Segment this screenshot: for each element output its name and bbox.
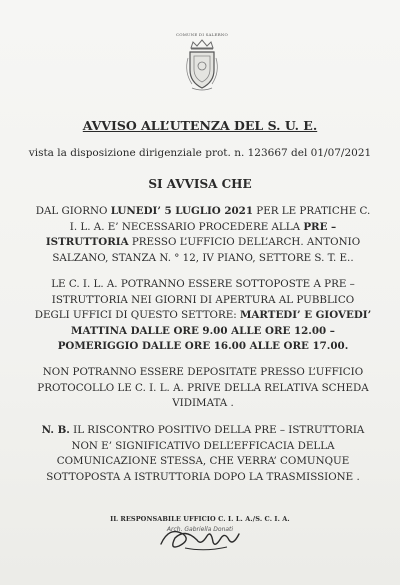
- handwritten-signature: [155, 520, 245, 554]
- paragraph-protocol: NON POTRANNO ESSERE DEPOSITATE PRESSO L’UFFICIO PROTOCOLLO LE C. I. L. A. PRIVE DELLA RELATIVA SCHEDA VIDIMATA .: [37, 366, 369, 409]
- emblem-caption: COMUNE DI SALERNO: [176, 32, 228, 37]
- paragraph-nota-bene: [34, 423, 372, 485]
- p1-text-1: DAL GIORNO: [35, 205, 111, 217]
- p1-date: LUNEDI’ 5 LUGLIO 2021: [110, 205, 254, 217]
- footer-responsible: IL RESPONSABILE UFFICIO C. I. L. A./S. C. I. A.: [110, 515, 290, 523]
- city-emblem: [176, 32, 228, 94]
- p4-nb: N. B.: [41, 424, 70, 436]
- p1-text-3: PRESSO L’UFFICIO DELL’ARCH. ANTONIO SALZANO, STANZA N. ° 12, IV PIANO, SETTORE S. T. E..: [52, 236, 361, 264]
- paragraph-start-date: [34, 204, 372, 266]
- notice-heading: SI AVVISA CHE: [148, 177, 252, 191]
- coat-of-arms-icon: [182, 38, 222, 94]
- p2-text-1: LE C. I. L. A. POTRANNO ESSERE SOTTOPOSTE A PRE – ISTRUTTORIA NEI GIORNI DI APERTURA AL PUBBLICO DEGLI UFFICI DI QUESTO SETTORE:: [34, 278, 355, 321]
- p1-text-2: PER LE PRATICHE C. I. L. A. E’ NECESSARIO PROCEDERE ALLA: [69, 205, 371, 233]
- p1-pre-istruttoria: PRE – ISTRUTTORIA: [45, 220, 337, 248]
- p2-hours: MARTEDI’ E GIOVEDI’ MATTINA DALLE ORE 9.00 ALLE ORE 12.00 – POMERIGGIO DALLE ORE 16.00 ALLE ORE 17.00.: [57, 309, 372, 352]
- p4-text: IL RISCONTRO POSITIVO DELLA PRE – ISTRUTTORIA NON E’ SIGNIFICATIVO DELL’EFFICACIA DELLA COMUNICAZIONE STESSA, CHE VERRA’ COMUNQUE SOTTOPOSTA A ISTRUTTORIA DOPO LA TRASMISSIONE .: [46, 424, 365, 483]
- notice-title: AVVISO ALL’UTENZA DEL S. U. E.: [82, 118, 318, 133]
- footer-signer-name: Arch. Gabriella Donati: [166, 526, 234, 533]
- paragraph-opening-hours: [34, 277, 372, 355]
- notice-reference: vista la disposizione dirigenziale prot. n. 123667 del 01/07/2021: [28, 147, 372, 159]
